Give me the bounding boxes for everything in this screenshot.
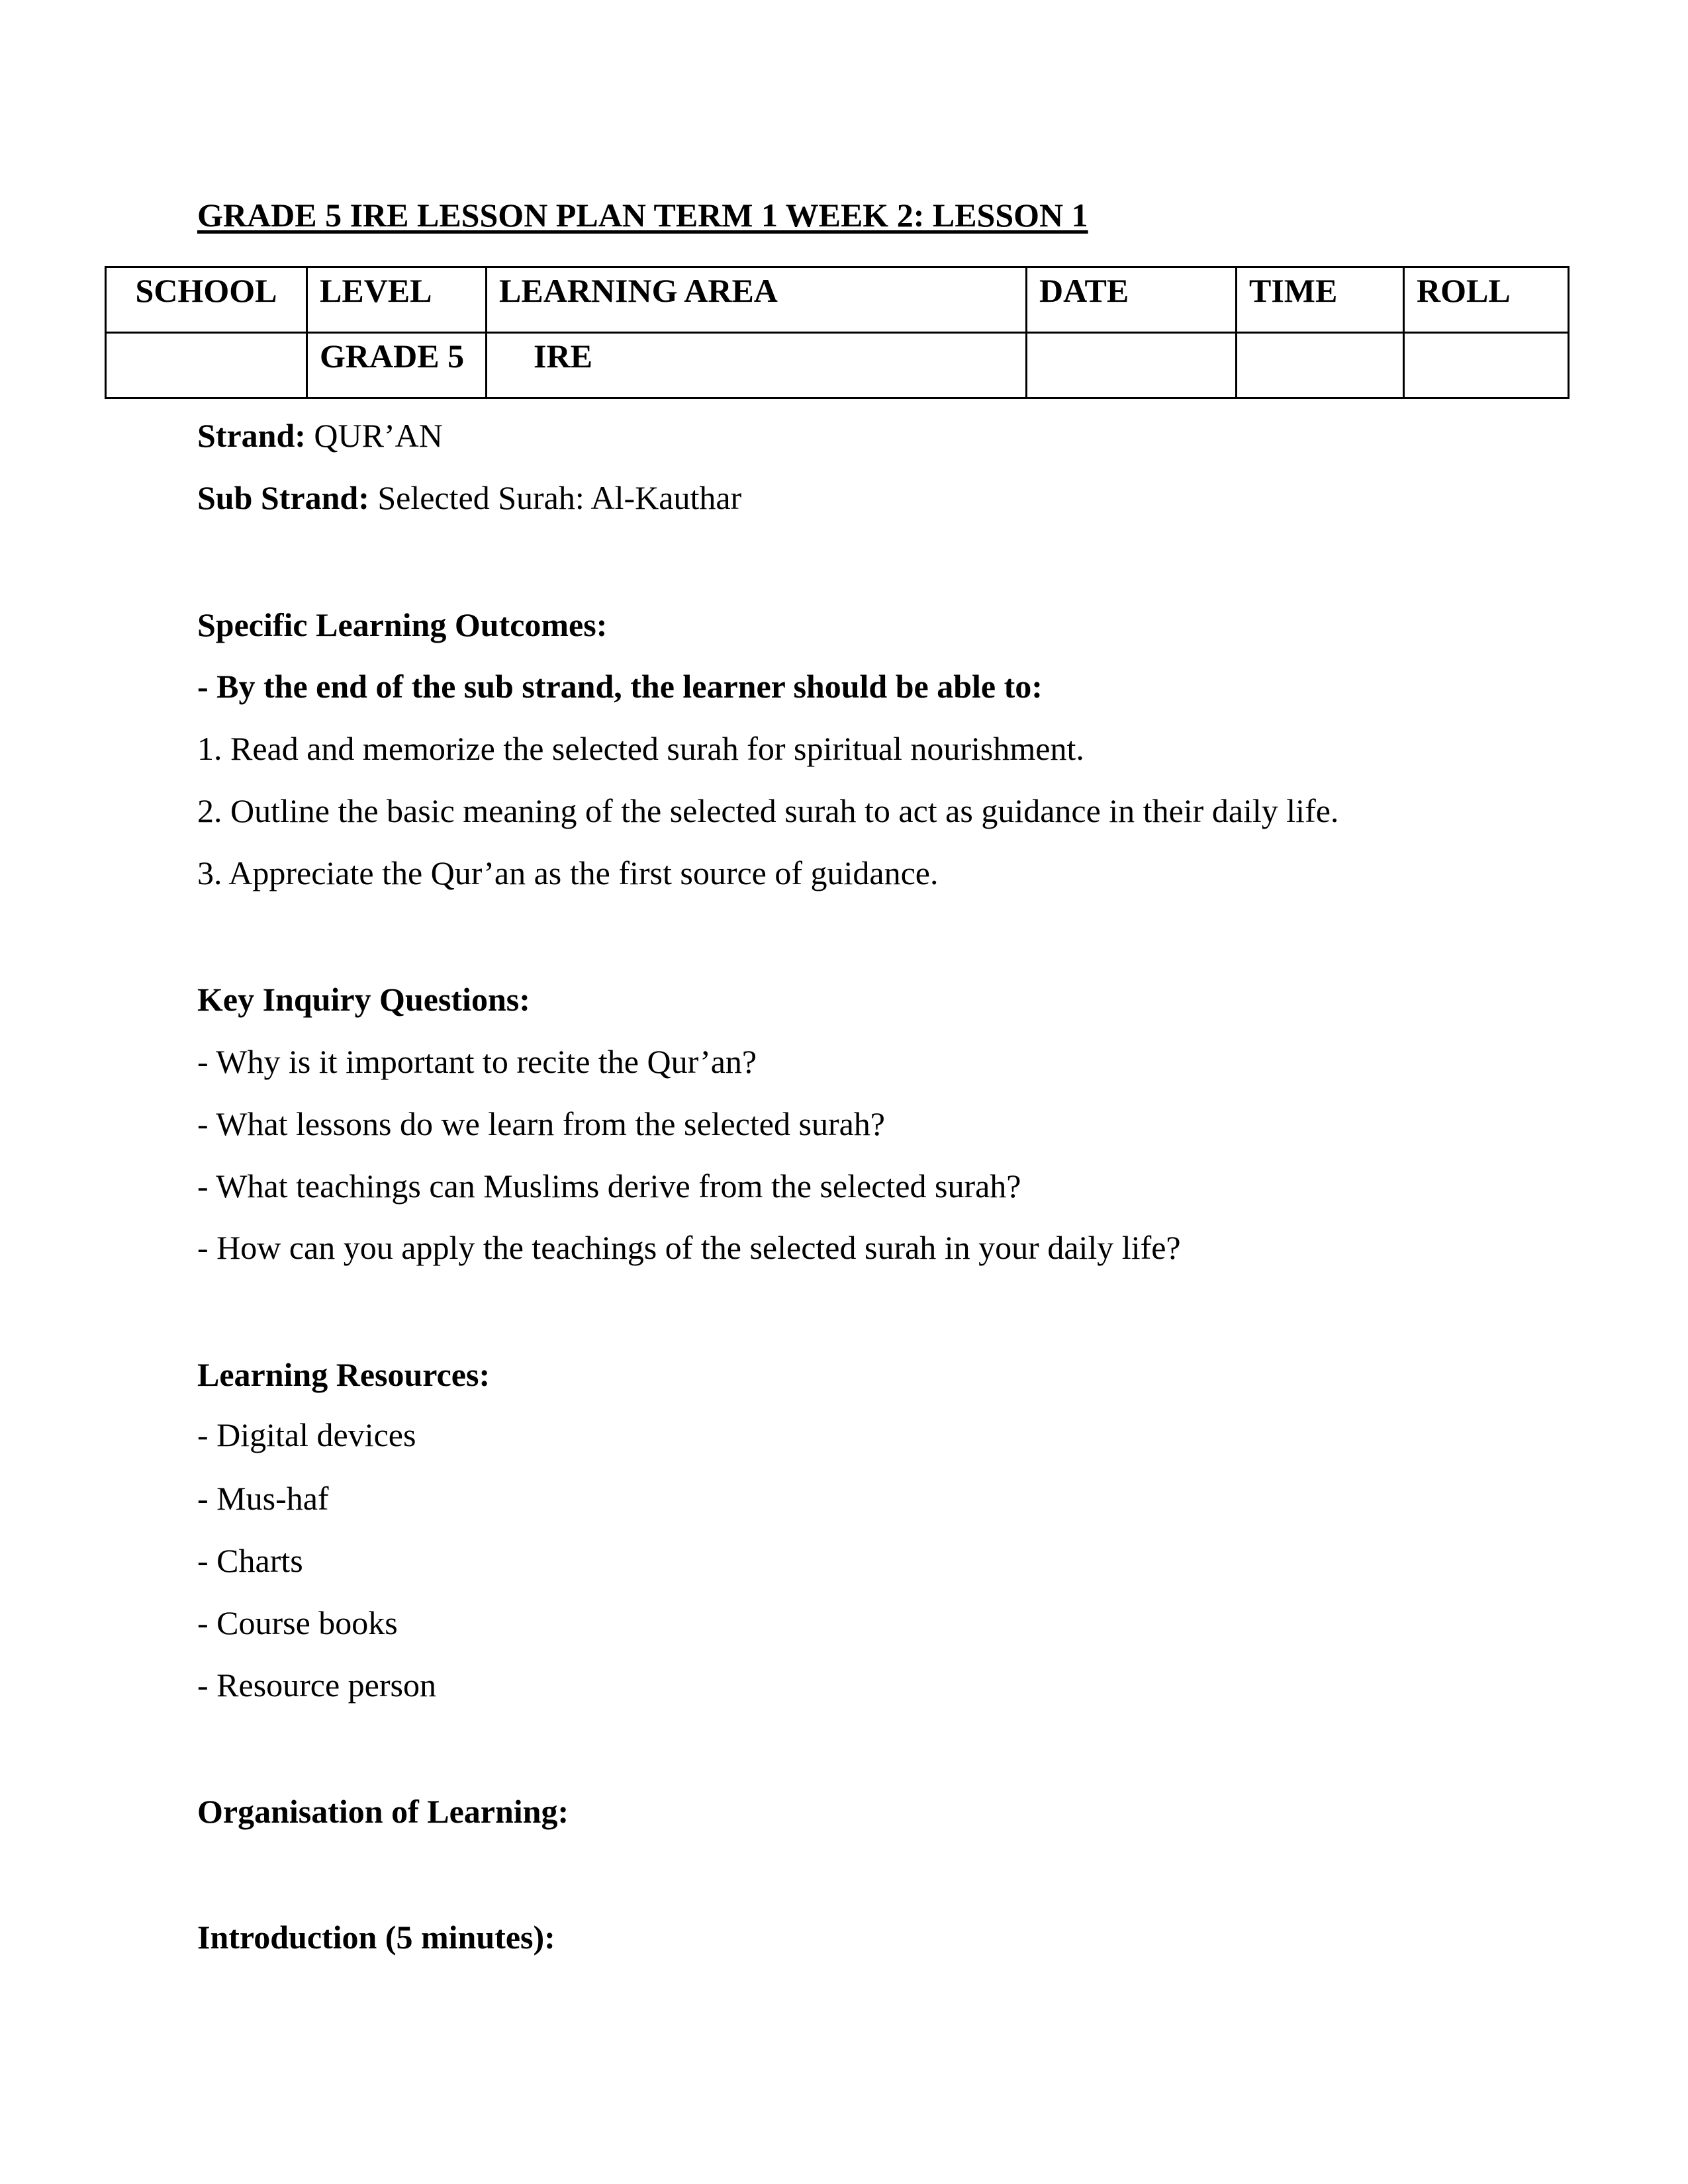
resource-item: - Charts (197, 1542, 303, 1579)
header-learning-area: LEARNING AREA (487, 267, 1027, 333)
table-row (106, 333, 1569, 398)
strand-line (197, 416, 443, 455)
lesson-info-table (105, 266, 1570, 399)
sub-strand-label: Sub Strand: (197, 479, 369, 516)
sub-strand-line (197, 478, 741, 518)
cell-level: GRADE 5 (307, 333, 487, 398)
outcome-item: 3. Appreciate the Qur’an as the first source of guidance. (197, 854, 939, 891)
strand-value: QUR’AN (305, 417, 443, 454)
cell-learning-area: IRE (487, 333, 1027, 398)
cell-time (1237, 333, 1404, 398)
resource-item: - Resource person (197, 1666, 436, 1704)
cell-date (1027, 333, 1237, 398)
table-header-row (106, 267, 1569, 333)
header-school: SCHOOL (106, 267, 307, 333)
document-title: GRADE 5 IRE LESSON PLAN TERM 1 WEEK 2: LESSON 1 (197, 197, 1088, 234)
cell-school (106, 333, 307, 398)
header-roll: ROLL (1404, 267, 1569, 333)
inquiry-item: - How can you apply the teachings of the selected surah in your daily life? (197, 1229, 1181, 1266)
section-heading-resources: Learning Resources: (197, 1356, 491, 1393)
header-level: LEVEL (307, 267, 487, 333)
inquiry-item: - What teachings can Muslims derive from the selected surah? (197, 1167, 1021, 1205)
cell-roll (1404, 333, 1569, 398)
section-heading-introduction: Introduction (5 minutes): (197, 1919, 555, 1956)
outcome-item: 1. Read and memorize the selected surah for spiritual nourishment. (197, 730, 1084, 767)
resource-item: - Digital devices (197, 1416, 416, 1453)
strand-label: Strand: (197, 417, 306, 454)
outcomes-intro: - By the end of the sub strand, the learner should be able to: (197, 668, 1043, 705)
resource-item: - Course books (197, 1604, 398, 1641)
section-heading-inquiry: Key Inquiry Questions: (197, 981, 530, 1018)
section-heading-organisation: Organisation of Learning: (197, 1793, 569, 1830)
inquiry-item: - What lessons do we learn from the selected surah? (197, 1105, 885, 1142)
outcome-item: 2. Outline the basic meaning of the selected surah to act as guidance in their daily life. (197, 792, 1339, 829)
sub-strand-value: Selected Surah: Al-Kauthar (369, 479, 742, 516)
resource-item: - Mus-haf (197, 1480, 329, 1517)
section-heading-outcomes: Specific Learning Outcomes: (197, 606, 608, 643)
header-date: DATE (1027, 267, 1237, 333)
header-time: TIME (1237, 267, 1404, 333)
inquiry-item: - Why is it important to recite the Qur’an? (197, 1043, 757, 1080)
